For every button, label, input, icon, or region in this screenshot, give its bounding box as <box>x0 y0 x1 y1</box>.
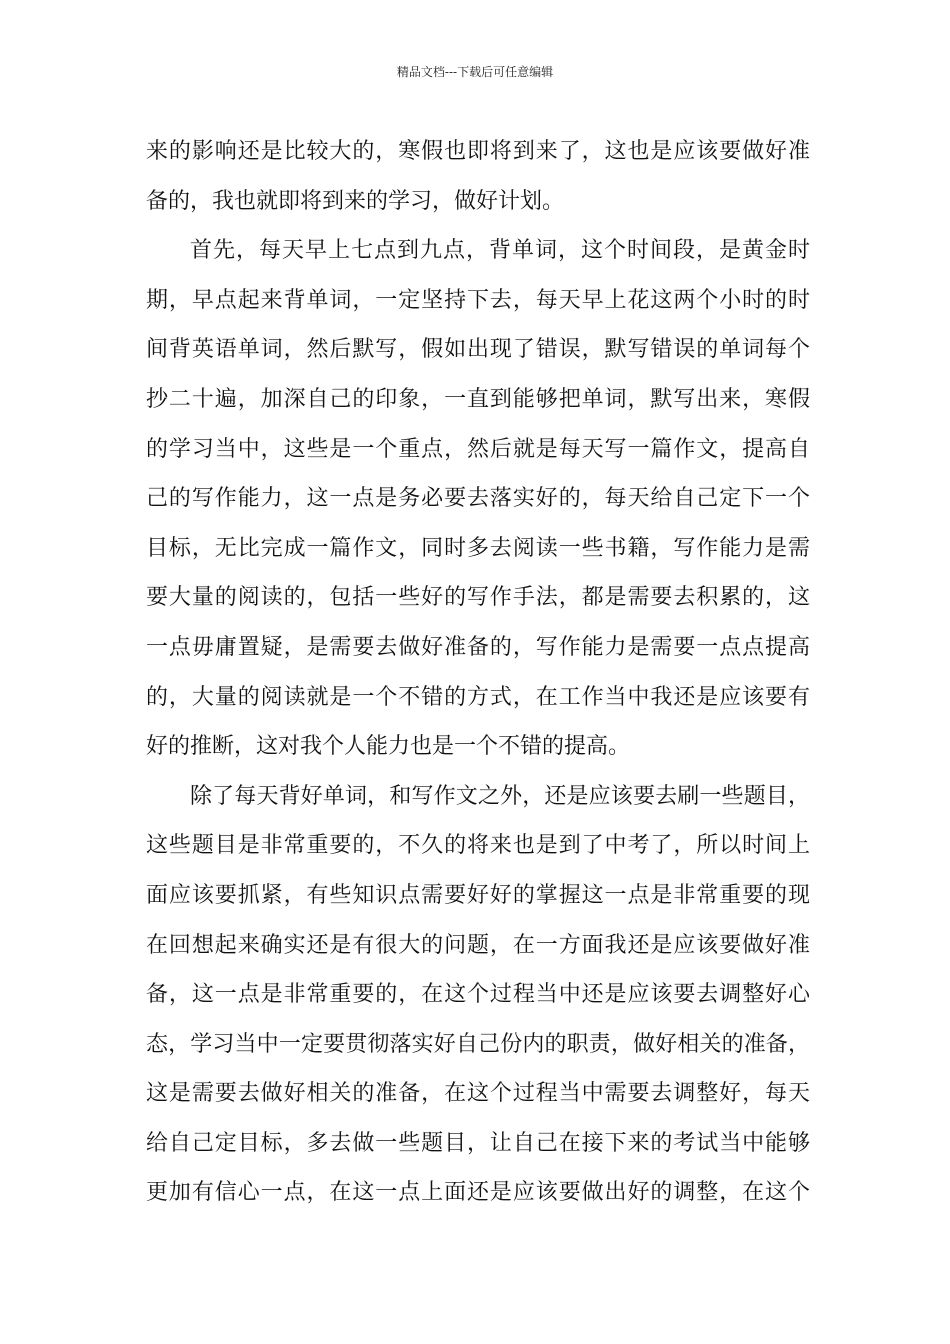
text-line: 好的推断，这对我个人能力也是一个不错的提高。 <box>146 734 631 760</box>
text-line: 的，大量的阅读就是一个不错的方式，在工作当中我还是应该要有 <box>146 684 810 710</box>
text-line: 目标，无比完成一篇作文，同时多去阅读一些书籍，写作能力是需 <box>146 535 810 561</box>
document-body <box>146 127 810 1218</box>
text-line: 在回想起来确实还是有很大的问题，在一方面我还是应该要做好准 <box>146 932 810 958</box>
text-line: 抄二十遍，加深自己的印象，一直到能够把单词，默写出来，寒假 <box>146 386 810 412</box>
text-line: 间背英语单词，然后默写，假如出现了错误，默写错误的单词每个 <box>146 337 810 363</box>
text-line: 来的影响还是比较大的，寒假也即将到来了，这也是应该要做好准 <box>146 139 810 164</box>
text-line: 己的写作能力，这一点是务必要去落实好的，每天给自己定下一个 <box>146 486 810 512</box>
text-line: 备的，我也就即将到来的学习，做好计划。 <box>146 188 565 214</box>
text-line: 态，学习当中一定要贯彻落实好自己份内的职责，做好相关的准备， <box>146 1031 810 1057</box>
text-line: 给自己定目标，多去做一些题目，让自己在接下来的考试当中能够 <box>146 1130 810 1156</box>
text-line: 的学习当中，这些是一个重点，然后就是每天写一篇作文，提高自 <box>146 436 810 462</box>
text-line: 这是需要去做好相关的准备，在这个过程当中需要去调整好，每天 <box>146 1081 810 1107</box>
text-line: 面应该要抓紧，有些知识点需要好好的掌握这一点是非常重要的现 <box>146 882 810 908</box>
paragraph-first-line: 首先，每天早上七点到九点，背单词，这个时间段，是黄金时 <box>190 238 810 264</box>
paragraph-first-line: 除了每天背好单词，和写作文之外，还是应该要去刷一些题目， <box>190 783 810 809</box>
text-line: 这些题目是非常重要的，不久的将来也是到了中考了，所以时间上 <box>146 833 810 859</box>
text-line: 更加有信心一点，在这一点上面还是应该要做出好的调整，在这个 <box>146 1180 810 1206</box>
text-line: 期，早点起来背单词，一定坚持下去，每天早上花这两个小时的时 <box>146 287 810 313</box>
text-line: 要大量的阅读的，包括一些好的写作手法，都是需要去积累的，这 <box>146 585 810 611</box>
text-line: 一点毋庸置疑，是需要去做好准备的，写作能力是需要一点点提高 <box>146 634 810 660</box>
page-header: 精品文档---下载后可任意编辑 <box>396 65 554 79</box>
text-line: 备，这一点是非常重要的，在这个过程当中还是应该要去调整好心 <box>146 982 810 1008</box>
